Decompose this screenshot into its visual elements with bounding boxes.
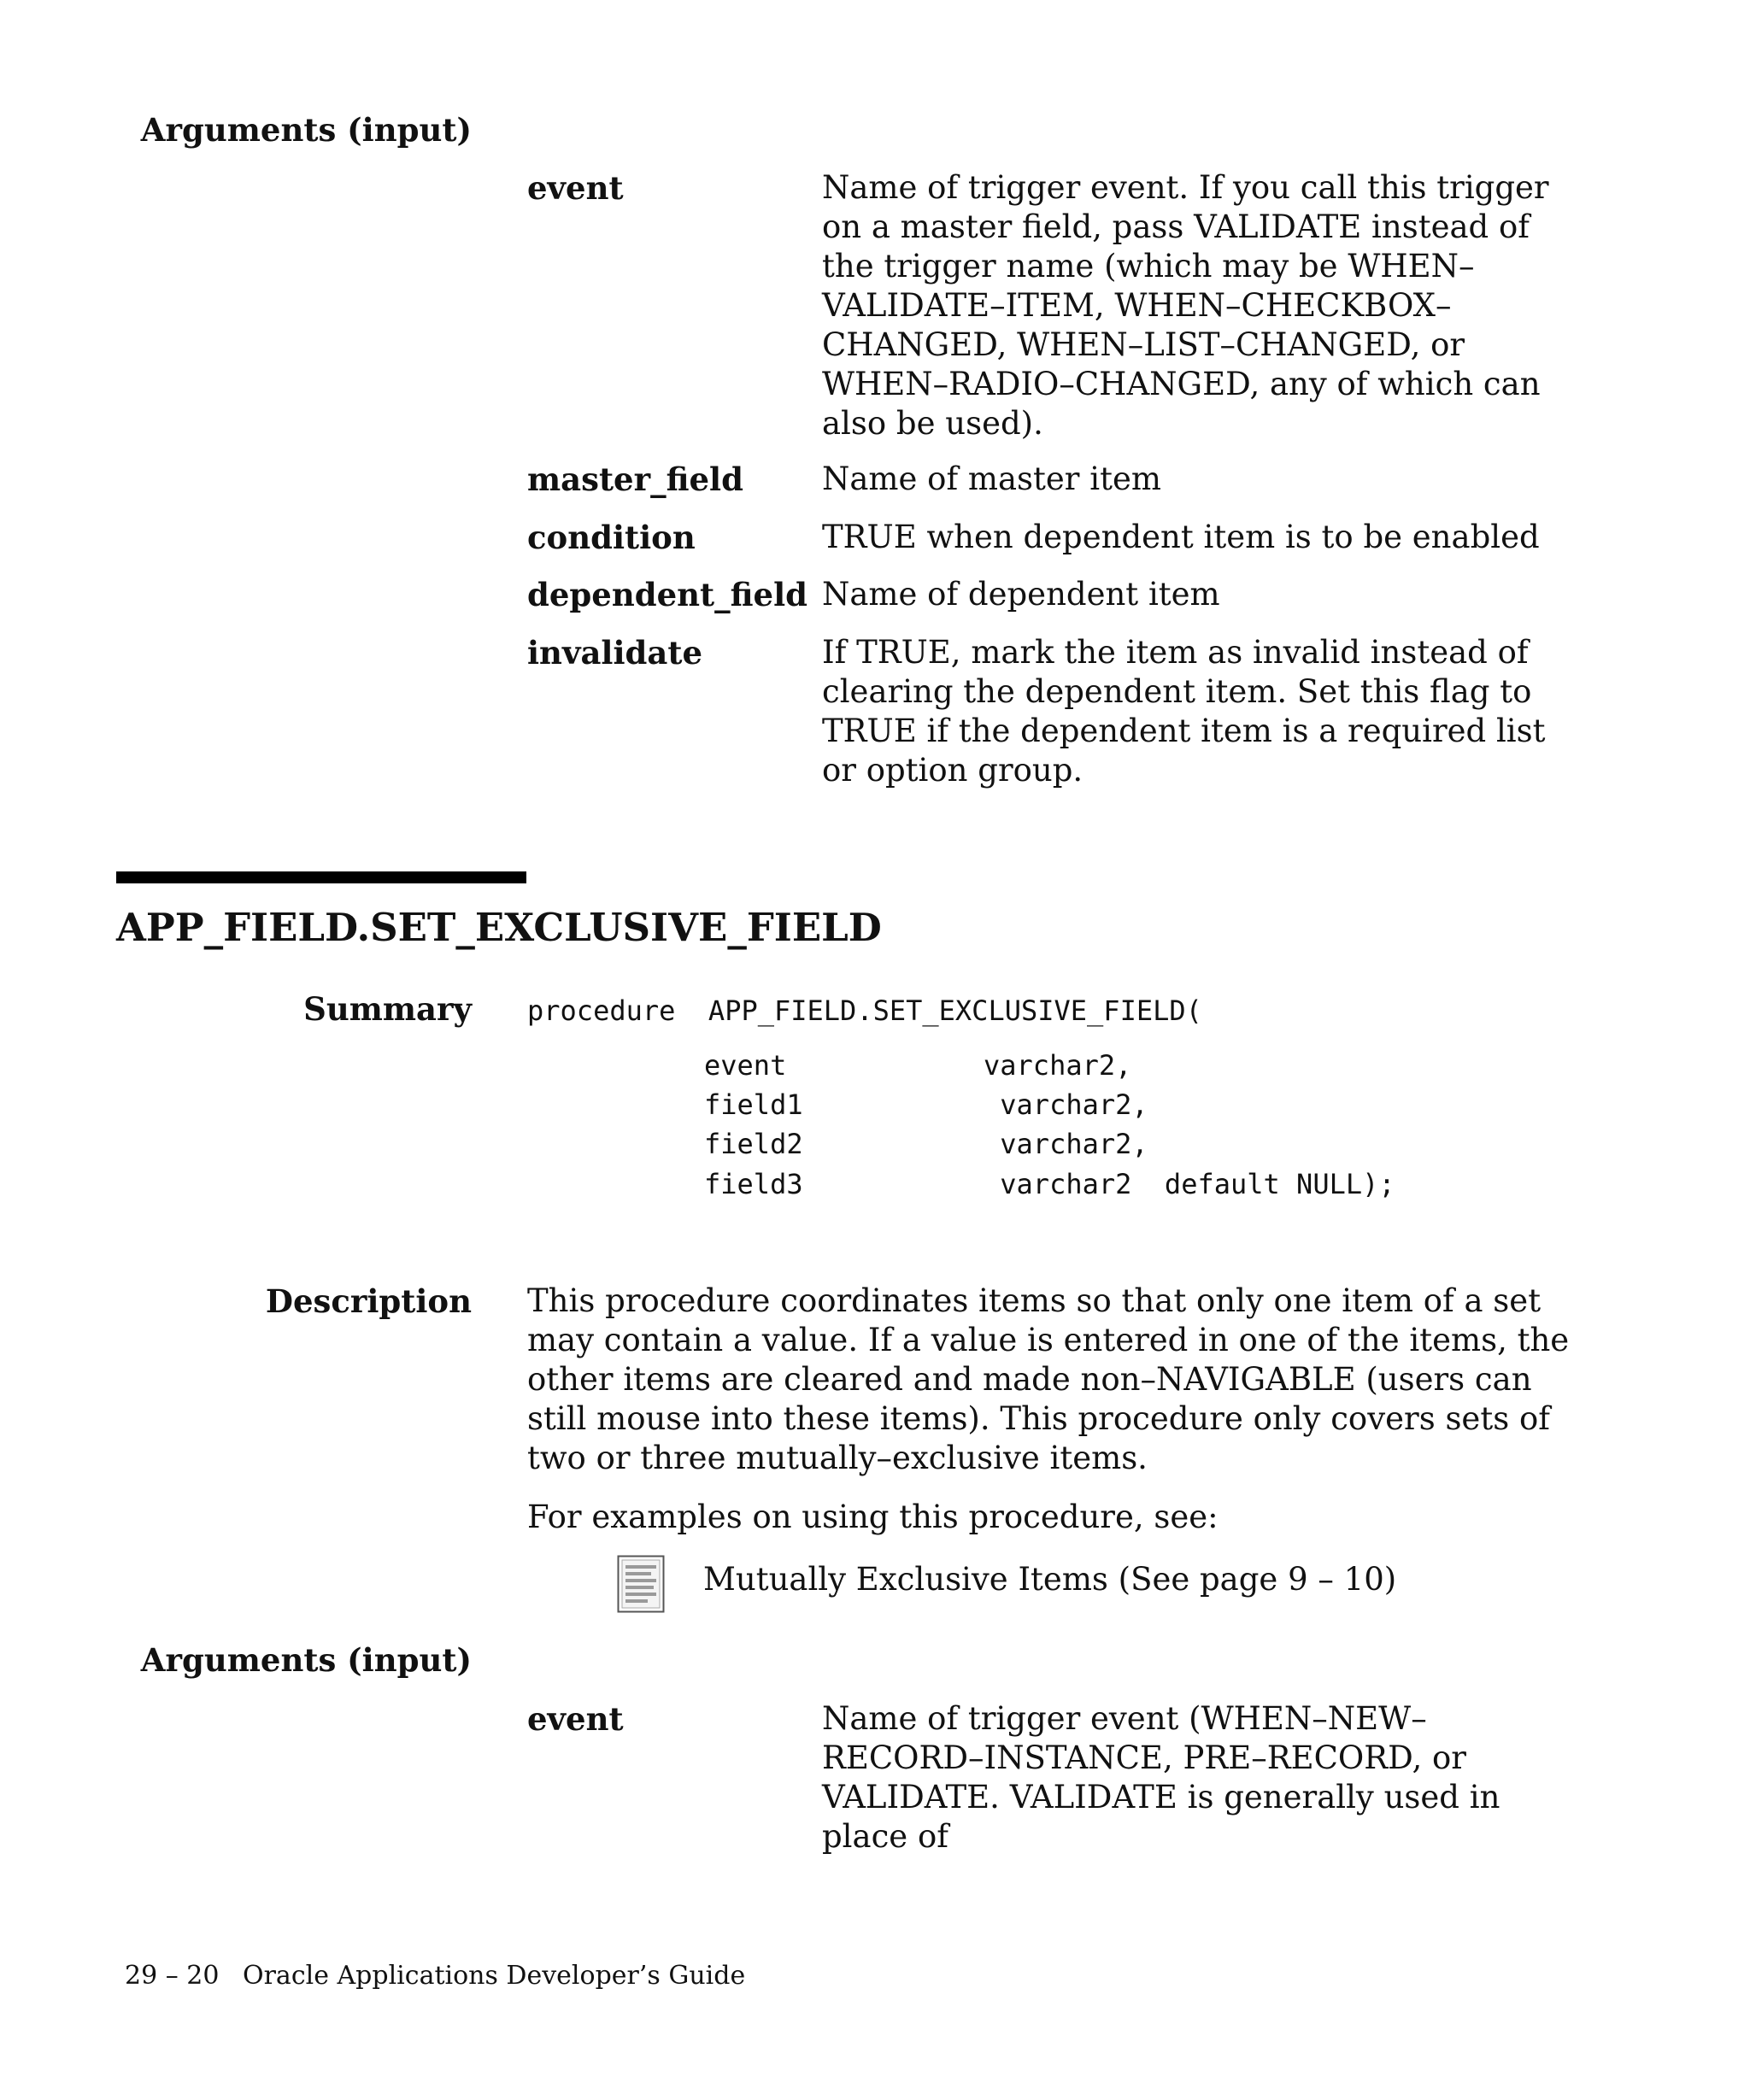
code-line-procedure: procedure APP_FIELD.SET_EXCLUSIVE_FIELD( — [527, 994, 1202, 1027]
cross-reference-link[interactable]: Mutually Exclusive Items (See page 9 – 10) — [703, 1561, 1397, 1598]
arg-desc-dependent-field: Name of dependent item — [822, 576, 1220, 613]
summary-label: Summary — [303, 990, 472, 1028]
arg-name-master-field: master_field — [527, 460, 743, 498]
arg-desc-event: Name of trigger event. If you call this trigger on a master field, pass VALIDATE instead of the trigger name (which may be WHEN–VALIDATE–ITEM, WHEN–CHECKBOX–CHANGED, WHEN–LIST–CHANGED, or WHEN–RADIO–CHANGED, any of which can also be used). — [822, 169, 1549, 442]
description-label: Description — [265, 1282, 472, 1320]
code-type: varchar2, — [984, 1049, 1132, 1082]
arg-desc-event-bottom: Name of trigger event (WHEN–NEW–RECORD–INSTANCE, PRE–RECORD, or VALIDATE. VALIDATE is generally used in place of — [822, 1700, 1500, 1855]
code-param: field3 — [704, 1168, 803, 1200]
arg-name-invalidate: invalidate — [527, 634, 703, 672]
arguments-heading-bottom: Arguments (input) — [140, 1641, 472, 1679]
description-text: This procedure coordinates items so that only one item of a set may contain a value. If a value is entered in one of the items, the other items are cleared and made non–NAVIGABLE (users can still mouse into these items). This procedure only covers sets of two or three mutually–exclusive items. — [527, 1282, 1570, 1476]
arg-name-event-bottom: event — [527, 1700, 624, 1738]
code-param: field1 — [704, 1088, 803, 1121]
arg-desc-invalidate: If TRUE, mark the item as invalid instead of clearing the dependent item. Set this flag to TRUE if the dependent item is a required list or option group. — [822, 634, 1546, 789]
footer-book-title: Oracle Applications Developer’s Guide — [243, 1961, 746, 1991]
arg-name-event: event — [527, 169, 624, 207]
arg-name-dependent-field: dependent_field — [527, 576, 807, 613]
code-type: varchar2, — [984, 1088, 1148, 1121]
code-param: field2 — [704, 1128, 803, 1160]
arg-desc-condition: TRUE when dependent item is to be enabled — [822, 519, 1540, 555]
arg-name-condition: condition — [527, 519, 696, 556]
code-param: event — [704, 1049, 787, 1082]
examples-intro: For examples on using this procedure, see: — [527, 1499, 1219, 1535]
code-type: varchar2, — [984, 1128, 1148, 1160]
arguments-heading-top: Arguments (input) — [140, 111, 472, 149]
section-title: APP_FIELD.SET_EXCLUSIVE_FIELD — [116, 905, 882, 950]
footer-page-number: 29 – 20 — [125, 1961, 220, 1991]
document-icon — [617, 1555, 665, 1613]
section-rule — [116, 871, 526, 883]
arg-desc-master-field: Name of master item — [822, 460, 1161, 497]
code-type: varchar2 default NULL); — [984, 1168, 1395, 1200]
